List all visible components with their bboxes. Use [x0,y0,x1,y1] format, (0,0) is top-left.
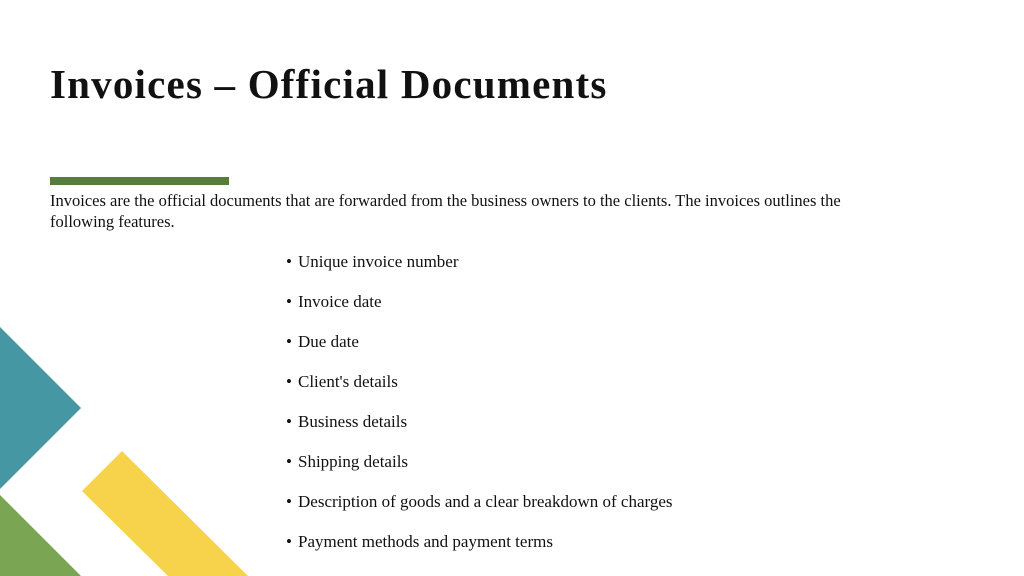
list-item-text: Shipping details [298,452,409,471]
list-item-text: Business details [298,412,408,431]
list-item-text: Client's details [298,372,398,391]
list-item-text: Unique invoice number [298,252,459,271]
bullet-icon: • [286,332,292,351]
green-triangle-decoration [0,495,81,576]
slide-title: Invoices – Official Documents [50,61,608,107]
teal-triangle-decoration [0,327,81,489]
bullet-icon: • [286,412,292,431]
bullet-icon: • [286,372,292,391]
list-item-text: Due date [298,332,359,351]
bullet-icon: • [286,452,292,471]
bullet-icon: • [286,252,292,271]
bullet-icon: • [286,292,292,311]
yellow-stripe-decoration [82,451,248,576]
list-item-text: Invoice date [298,292,382,311]
intro-paragraph: Invoices are the official documents that are forwarded from the business owners to the clients. The invoices outlines the following features. [50,191,841,231]
bullet-icon: • [286,532,292,551]
list-item-text: Payment methods and payment terms [298,532,553,551]
bullet-icon: • [286,492,292,511]
list-item-text: Description of goods and a clear breakdown of charges [298,492,673,511]
